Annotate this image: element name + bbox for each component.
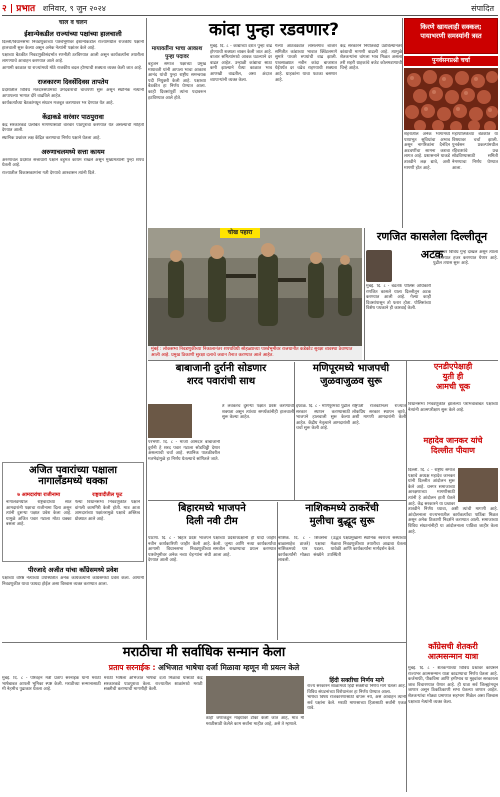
mayawati-headline: मायावतींना भाचा आकाश पुन्हा पदावर [151,46,203,60]
babajani-headline: शरद पवारांची साथ [186,376,256,387]
babajani-kicker: बाबाजानी दुर्रानी सोडणार [175,363,267,374]
right-col: शहरातील अनेक भागांमध्ये पायाभूत सुविधांचा अभाव असून नागरिकांना दैनंदिन अडचणींचा सामना करावा लागत आहे. प्रशासनाने याकडे तातडीने लक्ष द्यावे, अशी मागणी होत आहे. [404,132,450,171]
kanda-body [210,44,402,226]
row-rule [148,500,406,501]
mahadev-line: महादेव जानकर यांचे [423,436,483,445]
nda-line: एनडीएपेक्षाही [433,362,473,371]
left-para: कार्यकर्त्यांच्या बैठकांमधून संघटन मजबूत करण्यावर भर देण्यात येत आहे. [2,101,114,107]
ranjit-portrait [366,250,392,282]
bottom-col: काही जणांकडून माझ्यावर टीका केली जात आहे, मात्र मी मराठीसाठी केलेले काम सर्वांना माहीत आहे, असे ते म्हणाले. [205,716,305,727]
bottom-box-head: हिंदी सक्तीचा निर्णय मागे [329,677,384,684]
masthead [2,2,498,16]
bottom-box-body: राज्य सरकारने शाळांमध्ये हिंदी सक्तीचा निर्णय मागे घेतला आहे. विविध संघटनांच्या विरोधानंतर हा निर्णय घेण्यात आला. [307,684,406,695]
manipur-body [296,404,406,500]
mahadev-photo [458,468,498,502]
manipur-col: राष्ट्रपती राजवटीनंतर राज्यात लोकप्रिय सरकार स्थापन व्हावे, अशी मागणी आमदारांनी केली आहे. [352,404,406,426]
bottom-headline: मराठीचा मी सर्वाधिक सन्मान केला [122,645,286,660]
pirjade-headline: पीरजादे अजीत यांचा काँग्रेसमध्ये प्रवेश [27,566,119,574]
congress-body: मुंबई. दि. ८ - शेतकऱ्यांच्या विविध प्रश्नांवर काँग्रेसने राज्यभर आत्मसन्मान यात्रा काढण्याचा निर्णय घेतला आहे. कर्जमाफी, पीकविमा आणि हमीभाव या मुद्द्यांवर सरकारला जाब विचारण्यात येणार आहे. ही यात्रा सर्व जिल्ह्यांमधून जाणार असून ठिकठिकाणी सभा घेतल्या जाणार आहेत. शेतकऱ्यांचा मोठ्या प्रमाणात सहभाग मिळेल असा विश्वास पक्षाच्या नेत्यांनी व्यक्त केला. [408,666,498,705]
right-top-body [404,132,498,224]
babajani-photo [148,404,192,438]
nashik-headline-block [278,502,406,534]
red-banner-line-1: किरणे खायलाही सक्कल; [420,23,482,31]
bottom-col: मुंबई. दि. ८ - परिवहन मंत्री प्रताप सरनाईक यांनी मराठी भाषेबाबत आपली भूमिका स्पष्ट केली. मराठीच्या सन्मानासाठी मी नेहमीच पुढाकार घेतला आहे. [2,676,101,693]
red-banner [404,18,498,54]
babajani-headline-block [148,362,294,402]
manipur-headline-block [296,362,406,402]
left-para: पक्षाच्या बैठकीत निवडणुकीसंदर्भात रणनीती ठरविण्यात आली असून कार्यकर्त्यांना तयारीला लागण्याचे आवाहन करण्यात आले आहे. [2,53,144,64]
left-subhead: राजकारण दिवसेंदिवस तापतेय [37,77,109,86]
photo-tag: चोख पहारा [220,228,260,238]
left-para: स्थानिक प्रश्नांवर लक्ष केंद्रित करण्याचा निर्णय पक्षाने घेतला आहे. [2,135,101,141]
bottom-col: मराठी भाषेला अभिजात भाषेचा दर्जा मिळावा यासाठी केंद्र सरकारकडे पाठपुरावा केला. राज्यातील शाळांमध्ये मराठी सक्तीची करण्याची मागणीही केली. [103,676,203,693]
red-banner-line-2: पायाभरणी समस्यांनी त्रस्त [420,32,482,40]
mayawati-body: बहुजन समाज पक्षाच्या प्रमुख मायावती यांनी आपला भाचा आकाश आनंद यांची पुन्हा राष्ट्रीय समन्वयक पदी नियुक्ती केली आहे. पक्षाच्या बैठकीत हा निर्णय घेण्यात आला. काही दिवसांपूर्वी त्यांना पदावरून हटविण्यात आले होते. [148,62,206,101]
left-subhead: अरुणाचलमध्ये सत्ता कायम [41,147,105,156]
column-rule [364,228,365,360]
congress-line: काँग्रेसची शेतकरी [428,642,478,651]
column-rule [402,18,403,228]
column-rule [277,502,278,640]
mahadev-text: दिल्ली. दि. ८ - राष्ट्रीय समाज पक्षाचे अध्यक्ष महादेव जानकर यांनी दिल्लीत आंदोलन सुरू केले आहे. धनगर समाजाच्या आरक्षणाच्या मागणीसाठी त्यांनी हे आंदोलन हाती घेतले आहे. केंद्र सरकारने या प्रश्नावर तातडीने निर्णय घ्यावा, अशी त्यांची मागणी आहे. आंदोलनाला राज्यभरातील कार्यकर्त्यांचा पाठिंबा मिळत असून अनेक ठिकाणी निदर्शने करण्यात आली. समाजाच्या विविध संघटनांनीही या आंदोलनाला पाठिंबा जाहीर केला आहे. [408,468,498,535]
bihar-col: पक्षाच्या प्रदेशाध्यक्षांनी ही यादी जाहीर केली. जुन्या आणि नव्या कार्यकर्त्यांचा समतोल राखण्याचा प्रयत्न करण्यात आला आहे. [213,536,276,558]
nashik-col: पक्षप्रमुखांनी स्थानिक स्वराज्य संस्थांच्या निवडणुकीच्या तयारीचा आढावा घेतला आणि कार्यकर्त्यांना मार्गदर्शन केले. [343,536,406,553]
bottom-sub-black: अभिजात भाषेचा दर्जा मिळावा म्हणून मी प्रयत्न केले [158,663,300,672]
photo-caption: मुंबई : लोकसभा निवडणुकीच्या निकालानंतर शपथविधी सोहळ्याच्या पार्श्वभूमीवर राजधानीत कडेकोट सुरक्षा व्यवस्था ठेवण्यात आली आहे. प्रमुख ठिकाणी सुरक्षा दलाचे जवान तैनात करण्यात आले आहेत. [148,346,362,360]
column-rule [406,360,407,792]
manipur-headline: जुळवाजुळव सुरू [320,376,382,387]
left-para: केंद्र सरकारकडे प्रलंबित मागण्यांसाठी वारंवार पाठपुरावा करण्यात येत असल्याची माहिती देण्यात आली. [2,122,144,134]
pirjade-body: पक्षाच्या वरिष्ठ नेत्यांच्या उपस्थितीत अनेक कार्यकर्त्यांनी काँग्रेसमध्ये प्रवेश केला. आगामी निवडणुकीत याचा फायदा होईल असा विश्वास व्यक्त करण्यात आला. [2,576,144,587]
masthead-title: २ | प्रभात शनिवार, ९ जुन २०२४ [2,4,106,14]
ajit-pawar-article [2,462,144,562]
bihar-col: पाटणा. दि. ८ - बिहार प्रदेश भाजपने नवीन कार्यकारिणी जाहीर केली आहे. आगामी विधानसभा निवडणुकीच्या पार्श्वभूमीवर अनेक नव्या चेहऱ्यांना संधी देण्यात आली आहे. [148,536,211,564]
mayawati-article [148,44,206,226]
mahadev-body [408,468,498,640]
nda-line: आमची चूक [435,382,471,391]
congress-headline-block [408,642,498,666]
congress-line: आत्मसन्मान यात्रा [427,652,479,661]
mahadev-line: दिल्लीत पीयाण [431,446,475,455]
kanda-headline: कांदा पुन्हा रडवणार? [209,20,339,40]
bihar-kicker: बिहारमध्ये भाजपने [178,503,246,514]
nashik-kicker: नाशिकमध्ये ठाकरेंची [305,503,379,514]
ajit-subhead-b: राष्ट्रवादीतील फूट [92,492,123,498]
bottom-subheadline [2,662,406,674]
red-banner-sub [404,56,498,66]
nashik-col: नाशिक. दि. ८ - शिवसेना (उद्धव बाळासाहेब ठाकरे) पक्षाचा मेळावा नाशिकमध्ये पार पडला. यावेळी कार्यकर्त्यांनी मोठ्या संख्येने उपस्थिती लावली. [278,536,341,564]
bihar-body [148,536,276,640]
left-para: अरुणाचल प्रदेशात सत्ताधारी पक्षाने बहुमत कायम राखले असून मुख्यमंत्र्यांनी पुन्हा शपथ घेतली आहे. [2,157,144,169]
bihar-headline: दिली नवी टीम [186,516,238,527]
masthead-section: संपादित [471,4,494,13]
left-subhead: केंद्राकडे वारंवार पाठपुरावा [42,112,104,121]
left-article-title: ईशान्येकडील राज्यांच्या पक्षांच्या हालचाली [24,30,122,38]
ajit-col-2: गेल्या विधानसभा निवडणुकीत पक्षाने चांगली कामगिरी केली होती. मात्र आता आमदारांच्या पक्षांतरामुळे पक्षाचे अस्तित्व धोक्यात आले आहे. [74,500,140,522]
ajit-headline-2: नागालँडमध्ये धक्का [38,476,108,487]
kanda-col: गेल्या आठवड्यात लासलगाव बाजार समितीत कांद्याच्या भावात क्विंटलमागे सुमारे पाचशे रुपयांची वाढ झाली. पावसाळ्यात नवीन कांदा बाजारात येईपर्यंत दर चढेच राहण्याची शक्यता आहे. ग्राहकांना याचा फटका बसणार आहे. [275,44,337,83]
nda-body: विधानसभा निवडणुकीत झालेल्या पराभवाबाबत पक्षाच्या नेत्यांनी आत्मपरीक्षण सुरू केले आहे. [408,402,498,413]
babajani-col: परभणी. दि. ८ - माजी आमदार बाबाजानी दुर्रानी हे शरद पवार गटाला सोडचिठ्ठी देणार असल्याची चर्चा आहे. स्थानिक पातळीवरील मतभेदांमुळे हा निर्णय घेतल्याचे सांगितले जाते. [148,440,220,462]
left-kicker: चाल व चलन [58,19,88,26]
nashik-headline: मुलीचा बुद्धूद सुरू [309,516,375,527]
left-para: राज्यातील विकासकामांना गती देण्याचे आश्वासन त्यांनी दिले. [2,170,96,176]
bottom-col: भाषेचा विषय राजकारणासाठी वापरू नये, असे आवाहन त्यांनी सर्व पक्षांना केले. मराठी माणसाच्या हितासाठी सर्वांनी एकत्र यावे. [307,695,406,712]
babajani-col: ते लवकरच दुसऱ्या पक्षात प्रवेश करण्याची शक्यता असून त्यांच्या समर्थकांनीही हालचाली सुरू केल्या आहेत. [222,404,294,421]
ranjit-col: त्याच्यावर विविध गुन्हे दाखल असून त्याला न्यायालयात हजर करण्यात येणार आहे. पुढील तपास सुरू आहे. [433,250,498,267]
ranjit-body [366,250,498,360]
row-rule [148,360,498,361]
row-rule [2,642,406,643]
bihar-headline-block [148,502,276,534]
pirjade-article [2,565,144,620]
manipur-col: इंफाळ. दि. ८ - मणिपूरमध्ये पुढील सरकार स्थापन करण्यासाठी भाजपने हालचाली सुरू केल्या आहेत. केंद्रीय नेतृत्वाने आमदारांशी चर्चा सुरू केली आहे. [296,404,350,432]
ajit-headline-1: अजित पवारांच्या पक्षाला [29,465,117,476]
onion-photo [404,68,498,130]
bottom-sub-red: प्रताप सरनाईक : [108,663,156,672]
manipur-kicker: मणिपूरमध्ये भाजपची [312,363,390,374]
bottom-body [2,676,406,792]
left-para: दिल्ली/विधानसभा निवडणुकांच्या पार्श्वभूमीवर ईशान्येकडील राज्यांमधील राजकीय पक्षांनी हालचाली सुरू केल्या असून अनेक नेत्यांनी पक्षांतर केले आहे. [2,40,144,51]
left-para: आगामी काळात या राज्यांमध्ये मोठे राजकीय बदल होण्याची शक्यता व्यक्त केली जात आहे. [2,66,143,72]
bottom-photo [206,676,305,714]
ajit-col-1: नागालँडमधील राष्ट्रवादीच्या सात आमदारांनी पक्षाचा राजीनामा दिला असून त्यांनी दुसऱ्या पक्षात प्रवेश केला आहे. यामुळे अजित पवार गटाला मोठा धक्का बसला आहे. [6,500,72,528]
bottom-headline-block [2,644,406,662]
security-photo [148,228,362,346]
kanda-headline-block [148,20,400,40]
column-rule [146,18,147,640]
nda-line: युती ही [442,372,464,381]
babajani-body [148,404,294,500]
right-col: महापालिकेच्या बैठकीत या विषयावर चर्चा झाली. पुनर्वसन प्रकल्पांमधील रहिवाशांचे प्रश्न सोडविण्यासाठी समिती नेमण्याचा निर्णय घेण्यात आला. [452,132,498,171]
left-column [2,18,144,460]
ajit-subhead: ७ आमदारांचा राजीनामा [17,492,61,498]
column-rule [294,362,295,500]
red-banner-subtitle: पुनर्वसनप्रश्नी चर्चा [432,57,470,64]
kanda-col: मुंबई. दि. ८ - कांद्याच्या दरात पुन्हा वाढ होण्याची शक्यता व्यक्त केली जात आहे. बाजार समित्यांमध्ये आवक घटल्याने दर वाढत आहेत. उन्हाळी कांद्याचा साठा कमी झाल्याने येत्या काळात भाव आणखी वाढतील, असा अंदाज व्यापाऱ्यांनी व्यक्त केला. [210,44,272,83]
kanda-col: केंद्र सरकारने निर्यातबंदी उठविल्यानंतर कांद्याची मागणी वाढली आहे. त्यामुळे शेतकऱ्यांना चांगला भाव मिळत असला तरी शहरी ग्राहकांचे बजेट कोलमडण्याची चिन्हे आहेत. [340,44,402,72]
ranjit-headline: रणजित कासलेला दिल्लीतून अटक [376,230,488,261]
mahadev-headline-block [408,436,498,466]
nashik-body [278,536,406,640]
left-para: प्रदेशातील विविध मतदारसंघांमध्ये उमेदवारांची चाचपणी सुरू असून स्थानिक नेत्यांनी आपापल्या भागात दौरे वाढविले आहेत. [2,87,144,99]
ranjit-col: मुंबई. दि. ८ - बडतर्फ पोलिस अधिकारी रणजित कासले याला दिल्लीतून अटक करण्यात आली आहे. गेल्या काही दिवसांपासून तो फरार होता. पोलिसांच्या विशेष पथकाने ही कारवाई केली. [366,284,431,312]
